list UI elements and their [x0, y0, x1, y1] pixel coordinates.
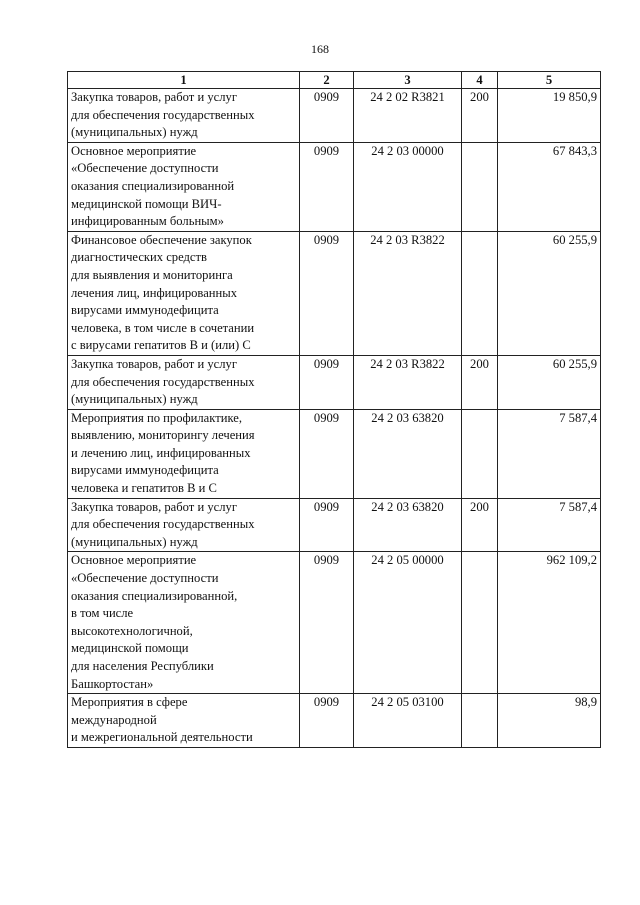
row-section-cell: 0909 — [300, 231, 354, 355]
row-amount-cell: 98,9 — [498, 694, 601, 748]
row-section-cell: 0909 — [300, 552, 354, 694]
row-amount-cell: 19 850,9 — [498, 89, 601, 143]
row-expense-type-cell — [462, 552, 498, 694]
page-number: 168 — [311, 42, 329, 56]
row-name-cell: Закупка товаров, работ и услуг для обеспечения государственных (муниципальных) нужд — [68, 89, 300, 143]
row-amount-cell: 60 255,9 — [498, 355, 601, 409]
table-row — [68, 552, 601, 694]
row-expense-type-cell — [462, 142, 498, 231]
row-amount-cell: 7 587,4 — [498, 498, 601, 552]
row-amount-cell: 60 255,9 — [498, 231, 601, 355]
column-header-target: 3 — [354, 72, 462, 89]
row-amount-cell: 67 843,3 — [498, 142, 601, 231]
row-target-cell: 24 2 02 R3821 — [354, 89, 462, 143]
row-section-cell: 0909 — [300, 409, 354, 498]
row-target-cell: 24 2 03 63820 — [354, 409, 462, 498]
table-header-row — [68, 72, 601, 89]
column-header-amount: 5 — [498, 72, 601, 89]
row-target-cell: 24 2 05 00000 — [354, 552, 462, 694]
row-name-cell: Основное мероприятие «Обеспечение доступности оказания специализированной медицинской помощи ВИЧ- инфицированным больным» — [68, 142, 300, 231]
row-name-cell: Мероприятия по профилактике, выявлению, мониторингу лечения и лечению лиц, инфицированных вирусами иммунодефицита человека и гепатитов В и С — [68, 409, 300, 498]
table-row — [68, 409, 601, 498]
row-expense-type-cell — [462, 409, 498, 498]
row-name-cell: Финансовое обеспечение закупок диагностических средств для выявления и мониторинга лечения лиц, инфицированных вирусами иммунодефицита человека, в том числе в сочетании с вирусами гепатитов В и (или) С — [68, 231, 300, 355]
row-expense-type-cell — [462, 694, 498, 748]
table-row — [68, 89, 601, 143]
table-row — [68, 498, 601, 552]
row-amount-cell: 962 109,2 — [498, 552, 601, 694]
row-target-cell: 24 2 03 R3822 — [354, 355, 462, 409]
row-expense-type-cell: 200 — [462, 498, 498, 552]
table-row — [68, 231, 601, 355]
row-amount-cell: 7 587,4 — [498, 409, 601, 498]
row-name-cell: Закупка товаров, работ и услуг для обеспечения государственных (муниципальных) нужд — [68, 355, 300, 409]
row-name-cell: Основное мероприятие «Обеспечение доступности оказания специализированной, в том числе высокотехнологичной, медицинской помощи для населения Республики Башкортостан» — [68, 552, 300, 694]
budget-table — [67, 71, 601, 748]
column-header-name: 1 — [68, 72, 300, 89]
row-target-cell: 24 2 05 03100 — [354, 694, 462, 748]
row-name-cell: Мероприятия в сфере международной и межрегиональной деятельности — [68, 694, 300, 748]
table-row — [68, 142, 601, 231]
row-section-cell: 0909 — [300, 498, 354, 552]
row-section-cell: 0909 — [300, 89, 354, 143]
row-name-cell: Закупка товаров, работ и услуг для обеспечения государственных (муниципальных) нужд — [68, 498, 300, 552]
row-section-cell: 0909 — [300, 355, 354, 409]
row-section-cell: 0909 — [300, 142, 354, 231]
row-expense-type-cell — [462, 231, 498, 355]
row-expense-type-cell: 200 — [462, 89, 498, 143]
row-section-cell: 0909 — [300, 694, 354, 748]
table-row — [68, 694, 601, 748]
row-expense-type-cell: 200 — [462, 355, 498, 409]
column-header-section: 2 — [300, 72, 354, 89]
row-target-cell: 24 2 03 R3822 — [354, 231, 462, 355]
row-target-cell: 24 2 03 63820 — [354, 498, 462, 552]
column-header-expense-type: 4 — [462, 72, 498, 89]
table-row — [68, 355, 601, 409]
row-target-cell: 24 2 03 00000 — [354, 142, 462, 231]
